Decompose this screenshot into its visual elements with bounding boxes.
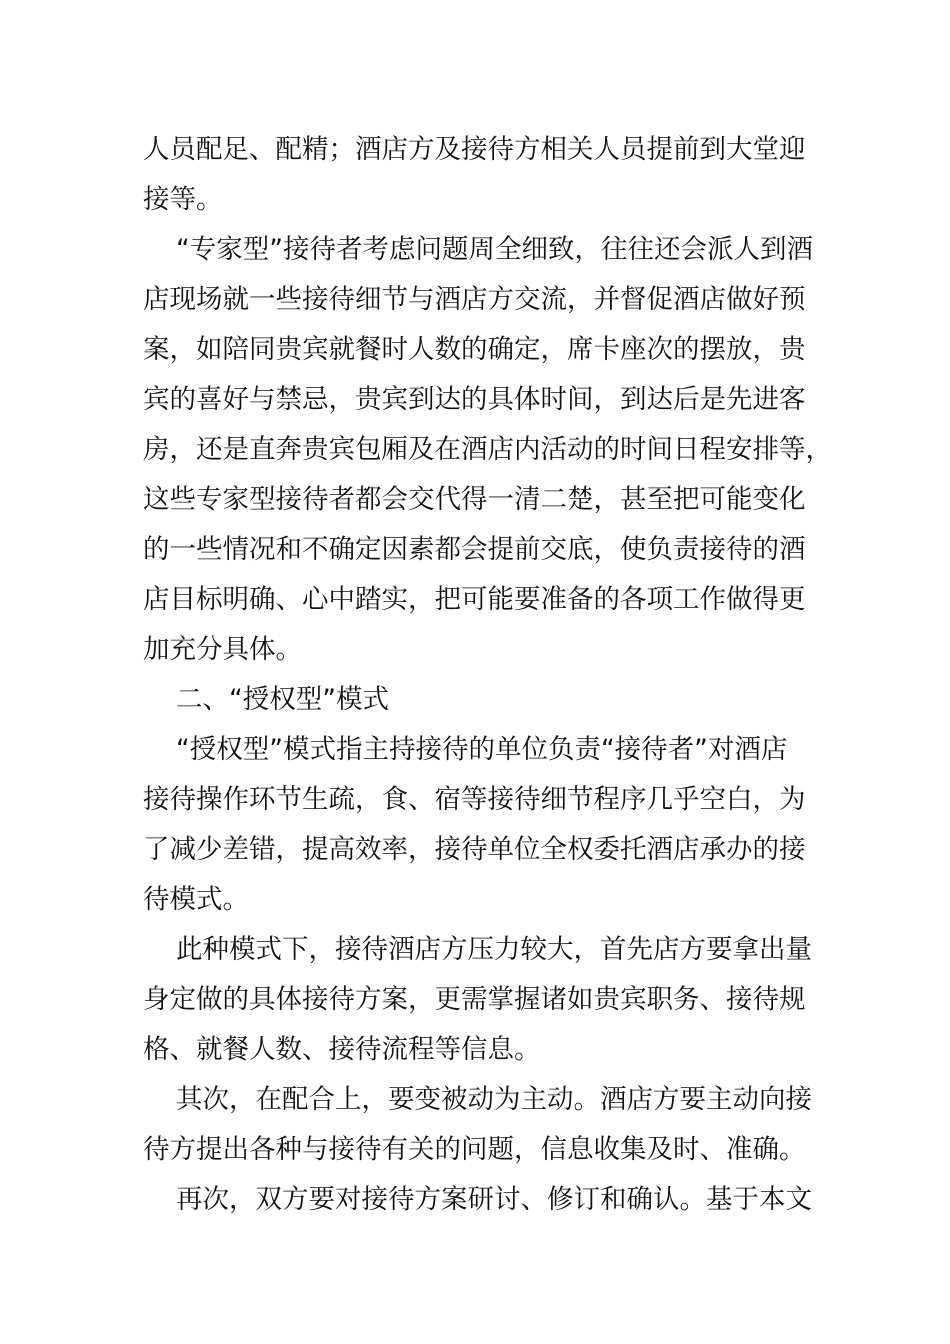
- paragraph-start-line: 其次，在配合上，要变被动为主动。酒店方要主动向接: [176, 1084, 812, 1115]
- paragraph-start-line: “专家型”接待者考虑问题周全细致，往往还会派人到酒: [176, 234, 813, 265]
- text-line: 格、就餐人数、接待流程等信息。: [143, 1034, 541, 1065]
- text-line: 待模式。: [143, 884, 249, 915]
- text-line: 了减少差错，提高效率，接待单位全权委托酒店承办的接: [143, 834, 806, 865]
- text-line: 接待操作环节生疏，食、宿等接待细节程序几乎空白，为: [143, 784, 806, 815]
- text-line: 加充分具体。: [143, 634, 302, 665]
- text-line: 宾的喜好与禁忌，贵宾到达的具体时间，到达后是先进客: [143, 384, 806, 415]
- text-line: 待方提出各种与接待有关的问题，信息收集及时、准确。: [143, 1134, 806, 1165]
- section-heading: 二、“授权型”模式: [176, 684, 389, 715]
- text-line: 店现场就一些接待细节与酒店方交流，并督促酒店做好预: [143, 284, 806, 315]
- text-line: 房，还是直奔贵宾包厢及在酒店内活动的时间日程安排等，: [143, 434, 832, 465]
- text-line: 身定做的具体接待方案，更需掌握诸如贵宾职务、接待规: [143, 984, 806, 1015]
- text-line: 的一些情况和不确定因素都会提前交底，使负责接待的酒: [143, 534, 806, 565]
- text-line: 这些专家型接待者都会交代得一清二楚，甚至把可能变化: [143, 484, 806, 515]
- text-line: 店目标明确、心中踏实，把可能要准备的各项工作做得更: [143, 584, 806, 615]
- paragraph-start-line: 此种模式下，接待酒店方压力较大，首先店方要拿出量: [176, 934, 812, 965]
- paragraph-start-line: 再次，双方要对接待方案研讨、修订和确认。基于本文: [176, 1184, 812, 1215]
- text-line: 接等。: [143, 184, 223, 215]
- text-line: 案，如陪同贵宾就餐时人数的确定，席卡座次的摆放，贵: [143, 334, 806, 365]
- text-line: 人员配足、配精；酒店方及接待方相关人员提前到大堂迎: [143, 134, 806, 165]
- paragraph-start-line: “授权型”模式指主持接待的单位负责“接待者”对酒店: [176, 734, 788, 765]
